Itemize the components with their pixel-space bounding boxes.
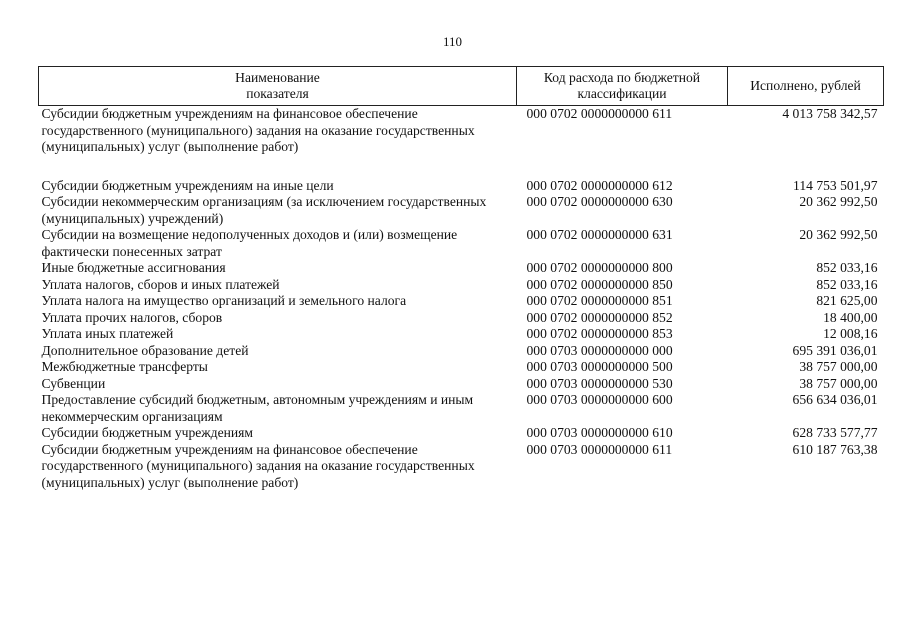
cell-code: 000 0702 0000000000 800 [526,260,673,275]
cell-name: Дополнительное образование детей [41,342,249,358]
budget-execution-table [38,66,884,491]
cell-code: 000 0703 0000000000 000 [526,342,673,358]
table-row [39,359,884,376]
cell-code: 000 0703 0000000000 530 [526,375,673,391]
page-number: 110 [442,34,463,49]
table-row [39,425,884,442]
cell-value: 38 757 000,00 [799,375,878,391]
table-row [39,326,884,343]
cell-code: 000 0702 0000000000 852 [526,309,673,325]
cell-code: 000 0703 0000000000 611 [526,441,673,457]
cell-value: 610 187 763,38 [792,441,878,457]
header-name-text: Наименование показателя [235,70,320,101]
cell-value: 20 362 992,50 [799,227,878,242]
cell-name: Субвенции [41,375,106,391]
cell-name: Субсидии на возмещение недополученных доходов и (или) возмещение фактически понесенных затрат [41,227,458,259]
cell-value: 821 625,00 [816,293,878,308]
cell-name: Субсидии бюджетным учреждениям на иные цели [41,177,334,193]
cell-value: 18 400,00 [823,309,878,325]
table-row [39,260,884,277]
header-code [517,67,728,106]
table-row [39,442,884,492]
cell-name: Предоставление субсидий бюджетным, автономным учреждениям и иным некоммерческим организациям [41,392,474,424]
cell-name: Уплата иных платежей [41,326,174,341]
cell-code: 000 0702 0000000000 853 [526,326,673,341]
cell-name: Уплата налогов, сборов и иных платежей [41,276,280,292]
cell-name: Межбюджетные трансферты [41,359,208,374]
table-row [39,293,884,310]
cell-code: 000 0703 0000000000 610 [526,425,673,440]
cell-code: 000 0702 0000000000 851 [526,293,673,308]
cell-name: Субсидии некоммерческим организациям (за исключением государственных (муниципальных) учреждений) [41,194,487,226]
cell-value: 852 033,16 [816,260,878,275]
cell-value: 4 013 758 342,57 [782,106,878,121]
table-row [39,194,884,227]
table-row [39,392,884,425]
cell-value: 38 757 000,00 [799,359,878,374]
table-body [39,106,884,492]
table-header [39,67,884,106]
cell-value: 852 033,16 [816,276,878,292]
cell-value: 114 753 501,97 [793,177,878,193]
cell-name: Уплата прочих налогов, сборов [41,309,223,325]
cell-code: 000 0702 0000000000 612 [526,177,673,193]
table-row [39,343,884,360]
cell-code: 000 0702 0000000000 630 [526,194,673,209]
cell-code: 000 0702 0000000000 611 [526,106,673,121]
cell-value: 695 391 036,01 [792,342,878,358]
table-row [39,310,884,327]
table-row [39,178,884,195]
cell-value: 656 634 036,01 [792,392,878,407]
table-row [39,277,884,294]
header-value-text: Исполнено, рублей [750,78,861,93]
cell-value: 12 008,16 [823,326,878,341]
cell-name: Уплата налога на имущество организаций и земельного налога [41,293,407,308]
header-row [39,67,884,106]
cell-code: 000 0703 0000000000 600 [526,392,673,407]
table-row [39,106,884,178]
header-code-text: Код расхода по бюджетной классификации [543,70,701,101]
cell-value: 20 362 992,50 [799,194,878,209]
cell-code: 000 0702 0000000000 850 [526,276,673,292]
cell-name: Субсидии бюджетным учреждениям на финансовое обеспечение государственного (муниципального) задания на оказание государственных (муниципальных) услуг (выполнение работ) [41,441,475,490]
table-row [39,376,884,393]
header-name [39,67,517,106]
cell-name: Субсидии бюджетным учреждениям [41,425,254,440]
cell-name: Иные бюджетные ассигнования [41,260,226,275]
table-row [39,227,884,260]
header-value [728,67,884,106]
cell-name: Субсидии бюджетным учреждениям на финансовое обеспечение государственного (муниципального) задания на оказание государственных (муниципальных) услуг (выполнение работ) [41,106,475,154]
cell-code: 000 0702 0000000000 631 [526,227,673,242]
cell-value: 628 733 577,77 [792,425,878,440]
cell-code: 000 0703 0000000000 500 [526,359,673,374]
